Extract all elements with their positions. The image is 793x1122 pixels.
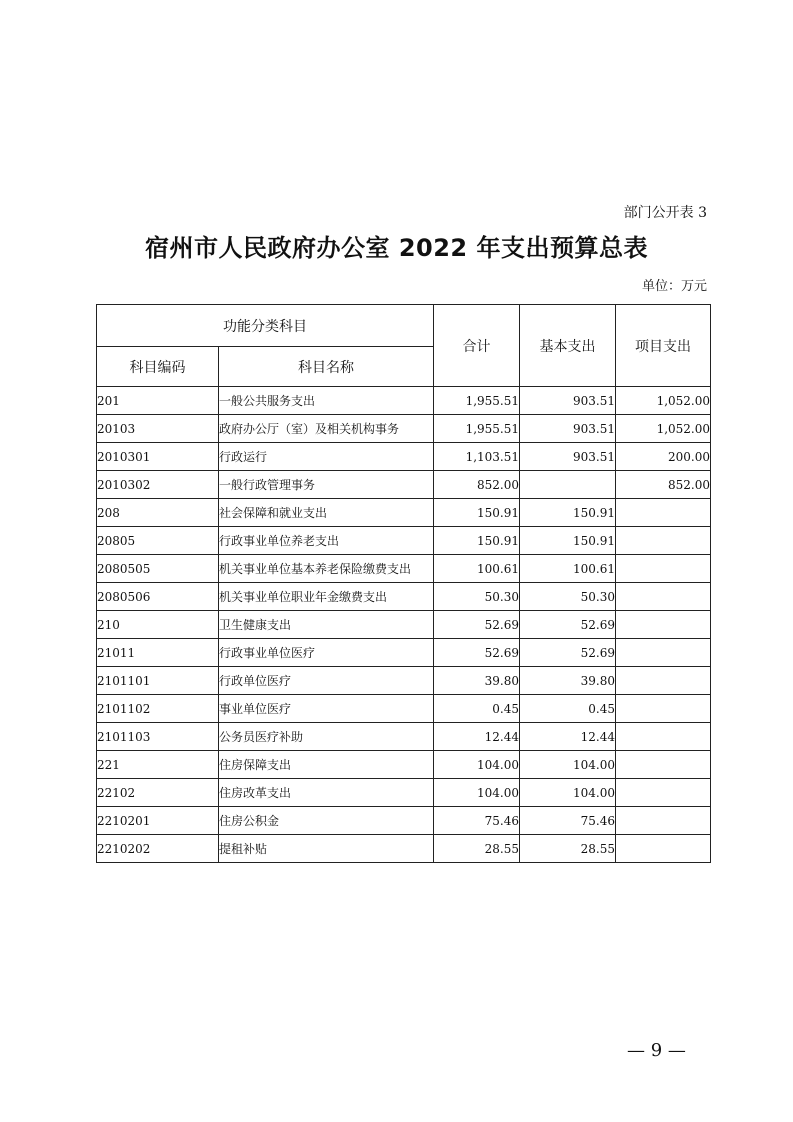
page-title: 宿州市人民政府办公室 2022 年支出预算总表 xyxy=(144,234,648,262)
row-total-cell: 1,955.51 xyxy=(434,415,520,443)
column-header-basic-expenditure: 基本支出 xyxy=(520,305,616,387)
row-basic-cell: 903.51 xyxy=(520,415,616,443)
row-total-cell: 104.00 xyxy=(434,779,520,807)
row-basic-cell: 75.46 xyxy=(520,807,616,835)
row-code-cell: 210 xyxy=(97,611,219,639)
row-code-cell: 20805 xyxy=(97,527,219,555)
row-code-cell: 2210201 xyxy=(97,807,219,835)
row-basic-cell: 52.69 xyxy=(520,611,616,639)
row-project-cell xyxy=(616,779,711,807)
column-header-code: 科目编码 xyxy=(97,347,219,387)
row-basic-cell xyxy=(520,471,616,499)
row-project-cell xyxy=(616,667,711,695)
table-row xyxy=(97,555,711,583)
row-project-cell: 1,052.00 xyxy=(616,415,711,443)
row-basic-cell: 52.69 xyxy=(520,639,616,667)
row-total-cell: 104.00 xyxy=(434,751,520,779)
row-total-cell: 1,103.51 xyxy=(434,443,520,471)
row-basic-cell: 150.91 xyxy=(520,499,616,527)
row-code-cell: 2080505 xyxy=(97,555,219,583)
table-row xyxy=(97,499,711,527)
row-total-cell: 39.80 xyxy=(434,667,520,695)
page-number: — 9 — xyxy=(627,1040,686,1061)
row-name-cell: 事业单位医疗 xyxy=(219,695,434,723)
row-code-cell: 2101103 xyxy=(97,723,219,751)
column-header-project-expenditure: 项目支出 xyxy=(616,305,711,387)
row-basic-cell: 150.91 xyxy=(520,527,616,555)
table-row xyxy=(97,387,711,415)
row-name-cell: 行政单位医疗 xyxy=(219,667,434,695)
row-project-cell xyxy=(616,751,711,779)
row-name-cell: 行政事业单位养老支出 xyxy=(219,527,434,555)
table-row xyxy=(97,835,711,863)
row-name-cell: 住房公积金 xyxy=(219,807,434,835)
row-code-cell: 2080506 xyxy=(97,583,219,611)
row-name-cell: 社会保障和就业支出 xyxy=(219,499,434,527)
row-project-cell xyxy=(616,639,711,667)
row-name-cell: 卫生健康支出 xyxy=(219,611,434,639)
table-row xyxy=(97,527,711,555)
group-header-functional-classification: 功能分类科目 xyxy=(97,305,434,347)
table-row xyxy=(97,779,711,807)
row-code-cell: 2010302 xyxy=(97,471,219,499)
row-total-cell: 28.55 xyxy=(434,835,520,863)
row-basic-cell: 903.51 xyxy=(520,443,616,471)
row-project-cell xyxy=(616,527,711,555)
row-total-cell: 0.45 xyxy=(434,695,520,723)
budget-table xyxy=(96,304,711,863)
row-name-cell: 提租补贴 xyxy=(219,835,434,863)
table-row xyxy=(97,443,711,471)
row-total-cell: 150.91 xyxy=(434,527,520,555)
row-basic-cell: 104.00 xyxy=(520,779,616,807)
document-label: 部门公开表 3 xyxy=(623,205,707,221)
table-row xyxy=(97,415,711,443)
row-code-cell: 201 xyxy=(97,387,219,415)
table-body xyxy=(97,387,711,863)
row-basic-cell: 50.30 xyxy=(520,583,616,611)
row-name-cell: 公务员医疗补助 xyxy=(219,723,434,751)
row-project-cell xyxy=(616,611,711,639)
column-header-name: 科目名称 xyxy=(219,347,434,387)
table-row xyxy=(97,667,711,695)
row-code-cell: 22102 xyxy=(97,779,219,807)
row-name-cell: 行政运行 xyxy=(219,443,434,471)
row-basic-cell: 104.00 xyxy=(520,751,616,779)
row-name-cell: 住房保障支出 xyxy=(219,751,434,779)
row-name-cell: 住房改革支出 xyxy=(219,779,434,807)
row-project-cell xyxy=(616,555,711,583)
row-total-cell: 100.61 xyxy=(434,555,520,583)
row-code-cell: 2210202 xyxy=(97,835,219,863)
table-row xyxy=(97,639,711,667)
row-basic-cell: 100.61 xyxy=(520,555,616,583)
table-row xyxy=(97,583,711,611)
row-code-cell: 2010301 xyxy=(97,443,219,471)
row-code-cell: 20103 xyxy=(97,415,219,443)
row-name-cell: 一般行政管理事务 xyxy=(219,471,434,499)
row-code-cell: 208 xyxy=(97,499,219,527)
row-project-cell xyxy=(616,835,711,863)
row-code-cell: 2101102 xyxy=(97,695,219,723)
row-basic-cell: 39.80 xyxy=(520,667,616,695)
row-total-cell: 50.30 xyxy=(434,583,520,611)
table-row xyxy=(97,807,711,835)
row-project-cell xyxy=(616,583,711,611)
table-row xyxy=(97,611,711,639)
row-code-cell: 21011 xyxy=(97,639,219,667)
row-name-cell: 政府办公厅（室）及相关机构事务 xyxy=(219,415,434,443)
row-project-cell: 200.00 xyxy=(616,443,711,471)
row-name-cell: 行政事业单位医疗 xyxy=(219,639,434,667)
row-name-cell: 机关事业单位职业年金缴费支出 xyxy=(219,583,434,611)
row-project-cell: 1,052.00 xyxy=(616,387,711,415)
table-row xyxy=(97,695,711,723)
row-project-cell: 852.00 xyxy=(616,471,711,499)
row-project-cell xyxy=(616,695,711,723)
row-name-cell: 机关事业单位基本养老保险缴费支出 xyxy=(219,555,434,583)
table-row xyxy=(97,471,711,499)
row-project-cell xyxy=(616,499,711,527)
row-project-cell xyxy=(616,807,711,835)
row-code-cell: 2101101 xyxy=(97,667,219,695)
row-total-cell: 150.91 xyxy=(434,499,520,527)
row-basic-cell: 28.55 xyxy=(520,835,616,863)
table-row xyxy=(97,723,711,751)
table-row xyxy=(97,751,711,779)
row-basic-cell: 903.51 xyxy=(520,387,616,415)
row-total-cell: 52.69 xyxy=(434,611,520,639)
row-name-cell: 一般公共服务支出 xyxy=(219,387,434,415)
row-project-cell xyxy=(616,723,711,751)
column-header-total: 合计 xyxy=(434,305,520,387)
row-total-cell: 75.46 xyxy=(434,807,520,835)
row-total-cell: 12.44 xyxy=(434,723,520,751)
row-total-cell: 852.00 xyxy=(434,471,520,499)
row-total-cell: 1,955.51 xyxy=(434,387,520,415)
row-code-cell: 221 xyxy=(97,751,219,779)
row-basic-cell: 12.44 xyxy=(520,723,616,751)
unit-label: 单位：万元 xyxy=(641,279,707,294)
row-total-cell: 52.69 xyxy=(434,639,520,667)
row-basic-cell: 0.45 xyxy=(520,695,616,723)
